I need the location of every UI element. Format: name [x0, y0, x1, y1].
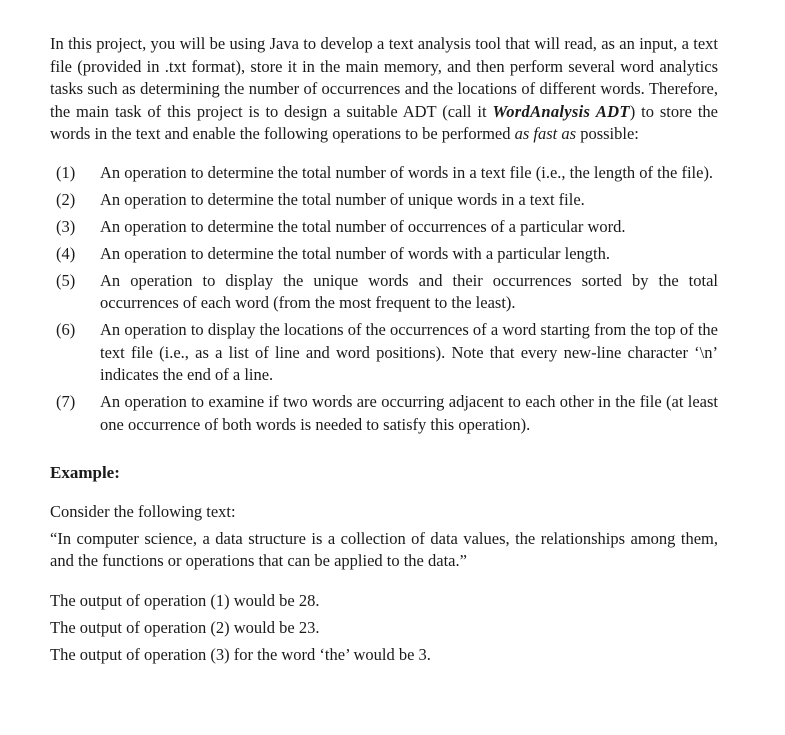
operations-list: [50, 162, 718, 437]
intro-text-part1: In this project, you will be using Java to develop a text analysis tool that will read, as an input, a text file (provided in .txt format), store it in the main memory, and then perform several word analytics tasks such as determining the number of occurrences and the locations of different words. Therefore, the main task of this project is to design a suitable ADT (call it: [50, 34, 718, 121]
operation-item: [50, 270, 718, 315]
operation-text: An operation to determine the total number of words in a text file (i.e., the length of the file).: [100, 162, 714, 182]
operation-text: An operation to determine the total number of unique words in a text file.: [100, 189, 585, 209]
operation-item: [50, 189, 718, 212]
intro-paragraph: [50, 33, 718, 146]
operation-item: [50, 162, 718, 185]
operation-item: [50, 319, 718, 387]
operation-text: An operation to determine the total number of occurrences of a particular word.: [100, 216, 626, 236]
output-line: The output of operation (1) would be 28.: [50, 590, 320, 610]
example-quote: “In computer science, a data structure is a collection of data values, the relationships among them, and the functions or operations that can be applied to the data.”: [50, 528, 718, 570]
intro-text-part3: possible:: [576, 124, 639, 143]
operation-text: An operation to display the unique words and their occurrences sorted by the total occurrences of each word (from the most frequent to the least).: [100, 270, 718, 312]
operation-text: An operation to determine the total number of words with a particular length.: [100, 243, 610, 263]
operation-text: An operation to display the locations of the occurrences of a word starting from the top of the text file (i.e., as a list of line and word positions). Note that every new-line character ‘\n’ indicates the end of a line.: [100, 320, 718, 384]
output-line: The output of operation (2) would be 23.: [50, 617, 320, 637]
emphasis-text: as fast as: [514, 124, 577, 143]
operation-number: (2): [56, 189, 76, 209]
operation-number: (7): [56, 392, 76, 411]
operation-number: (4): [56, 243, 76, 263]
example-consider-text: Consider the following text:: [50, 502, 236, 521]
example-outputs: [50, 587, 718, 668]
operation-number: (5): [56, 270, 76, 290]
operation-item: [50, 216, 718, 239]
output-line: The output of operation (3) for the word ‘the’ would be 3.: [50, 644, 431, 664]
operation-text: An operation to examine if two words are occurring adjacent to each other in the file (at least one occurrence of both words is needed to satisfy this operation).: [100, 392, 718, 434]
operation-item: [50, 243, 718, 266]
operation-number: (6): [56, 320, 76, 339]
operation-item: [50, 391, 718, 436]
adt-name: WordAnalysis ADT: [492, 101, 630, 121]
operation-number: (3): [56, 216, 76, 236]
example-heading: Example:: [50, 463, 120, 482]
document-page: [50, 33, 718, 668]
operation-number: (1): [56, 162, 76, 182]
intro-text-part2: ) to store the words in the text and enable the following operations to be performed: [50, 101, 719, 143]
